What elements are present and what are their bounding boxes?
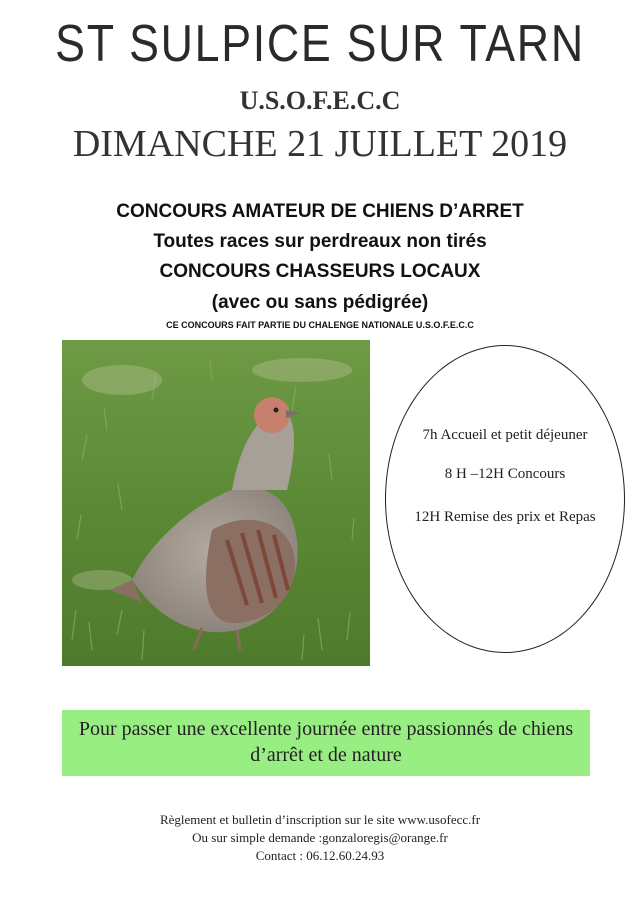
footer-registration: Règlement et bulletin d’inscription sur le site www.usofecc.fr: [159, 812, 481, 827]
event-line-2: Toutes races sur perdreaux non tirés: [153, 231, 487, 252]
banner-text: Pour passer une excellente journée entre passionnés de chiens d’arrêt et de nature: [78, 718, 574, 766]
event-line-3: CONCOURS CHASSEURS LOCAUX: [159, 261, 481, 282]
schedule-ellipse: [385, 345, 625, 653]
footer-contact: Contact : 06.12.60.24.93: [255, 848, 385, 863]
event-date: DIMANCHE 21 JUILLET 2019: [72, 123, 568, 165]
challenge-note: CE CONCOURS FAIT PARTIE DU CHALENGE NATIONALE U.S.O.F.E.C.C: [166, 320, 474, 330]
event-line-4: (avec ou sans pédigrée): [211, 292, 429, 313]
schedule-item-awards: 12H Remise des prix et Repas: [414, 509, 596, 525]
page-title: ST SULPICE SUR TARN: [55, 15, 585, 73]
footer-email: Ou sur simple demande :gonzaloregis@orange.fr: [192, 830, 448, 845]
partridge-photo: [62, 340, 370, 666]
partridge-image: [62, 340, 370, 666]
schedule-item-contest: 8 H –12H Concours: [444, 466, 566, 482]
schedule-item-welcome: 7h Accueil et petit déjeuner: [422, 427, 588, 443]
event-line-1: CONCOURS AMATEUR DE CHIENS D’ARRET: [116, 201, 524, 222]
organization-name: U.S.O.F.E.C.C: [239, 86, 401, 115]
